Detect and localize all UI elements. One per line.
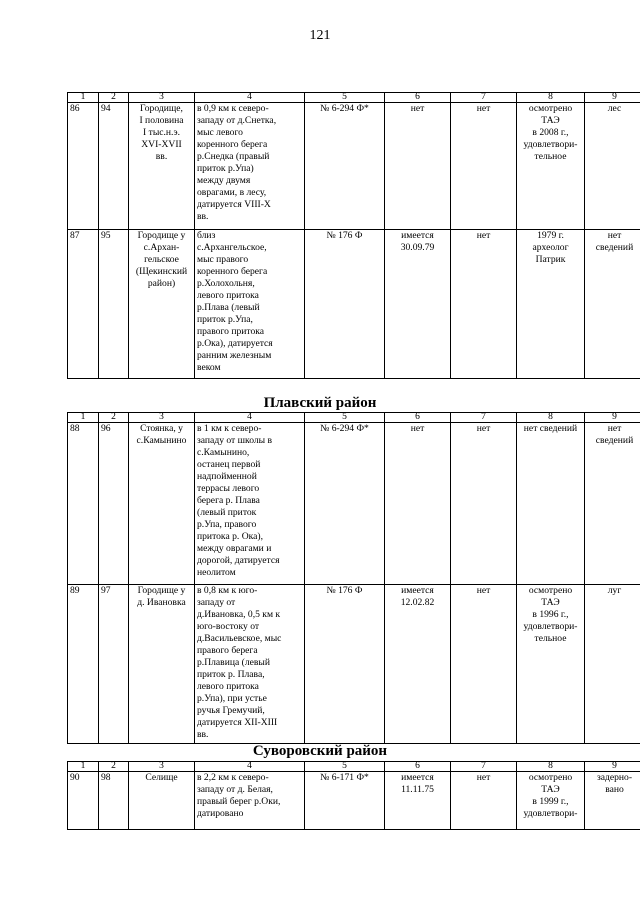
table-row bbox=[68, 423, 640, 585]
column-header: 9 bbox=[585, 413, 640, 423]
cell-number: 86 bbox=[68, 103, 99, 230]
column-header: 1 bbox=[68, 93, 99, 103]
column-header: 7 bbox=[451, 93, 517, 103]
cell-document: № 176 Ф bbox=[305, 585, 385, 744]
monuments-table-3 bbox=[67, 761, 640, 830]
cell-number: 87 bbox=[68, 230, 99, 379]
cell-monument-name: Городище у д. Ивановка bbox=[129, 585, 195, 744]
column-header-row bbox=[68, 762, 640, 772]
cell-number: 90 bbox=[68, 772, 99, 830]
cell-condition: нет сведений bbox=[517, 423, 585, 585]
cell-land-use: лес bbox=[585, 103, 640, 230]
column-header-row bbox=[68, 413, 640, 423]
cell-obligation: нет bbox=[451, 585, 517, 744]
table-row bbox=[68, 103, 640, 230]
cell-number: 89 bbox=[68, 585, 99, 744]
cell-monument-name: Городище, I половина I тыс.н.э. XVI-XVII вв. bbox=[129, 103, 195, 230]
column-header: 8 bbox=[517, 93, 585, 103]
column-header: 3 bbox=[129, 93, 195, 103]
column-header: 4 bbox=[195, 93, 305, 103]
cell-passport: имеется 30.09.79 bbox=[385, 230, 451, 379]
page-number: 121 bbox=[309, 28, 331, 43]
cell-reg-number: 97 bbox=[99, 585, 129, 744]
column-header: 5 bbox=[305, 413, 385, 423]
column-header: 5 bbox=[305, 762, 385, 772]
cell-monument-name: Селище bbox=[129, 772, 195, 830]
column-header: 3 bbox=[129, 762, 195, 772]
cell-reg-number: 95 bbox=[99, 230, 129, 379]
monuments-table-2 bbox=[67, 412, 640, 744]
cell-land-use: задерно- вано bbox=[585, 772, 640, 830]
cell-location: близ с.Архангельское, мыс правого коренного берега р.Холохольня, левого притока р.Плава (левый приток р.Упа, правого притока р.Ока), датируется ранним железным веком bbox=[195, 230, 305, 379]
column-header: 6 bbox=[385, 93, 451, 103]
column-header: 2 bbox=[99, 413, 129, 423]
cell-condition: осмотрено ТАЭ в 1996 г., удовлетвори- тельное bbox=[517, 585, 585, 744]
table-row bbox=[68, 772, 640, 830]
column-header: 9 bbox=[585, 93, 640, 103]
cell-location: в 0,8 км к юго- западу от д.Ивановка, 0,5 км к юго-востоку от д.Васильевское, мыс правого берега р.Плавица (левый приток р. Плава, левого притока р.Упа), при устье ручья Гремучий, датируется XII-XIII вв. bbox=[195, 585, 305, 744]
cell-condition: 1979 г. археолог Патрик bbox=[517, 230, 585, 379]
cell-location: в 1 км к северо- западу от школы в с.Камынино, останец первой надпойменной террасы левого берега р. Плава (левый приток р.Упа, правого притока р. Ока), между оврагами и дорогой, датируется неолитом bbox=[195, 423, 305, 585]
cell-passport: нет bbox=[385, 103, 451, 230]
column-header: 7 bbox=[451, 413, 517, 423]
column-header: 9 bbox=[585, 762, 640, 772]
column-header: 8 bbox=[517, 413, 585, 423]
section-title-plavsky: Плавский район bbox=[263, 395, 377, 411]
column-header: 4 bbox=[195, 762, 305, 772]
monuments-table-1 bbox=[67, 92, 640, 379]
cell-document: № 176 Ф bbox=[305, 230, 385, 379]
cell-location: в 2,2 км к северо- западу от д. Белая, правый берег р.Оки, датировано bbox=[195, 772, 305, 830]
cell-condition: осмотрено ТАЭ в 2008 г., удовлетвори- тельное bbox=[517, 103, 585, 230]
column-header: 7 bbox=[451, 762, 517, 772]
cell-document: № 6-294 Ф* bbox=[305, 423, 385, 585]
cell-document: № 6-294 Ф* bbox=[305, 103, 385, 230]
column-header: 1 bbox=[68, 413, 99, 423]
cell-reg-number: 98 bbox=[99, 772, 129, 830]
cell-passport: имеется 12.02.82 bbox=[385, 585, 451, 744]
column-header: 2 bbox=[99, 93, 129, 103]
column-header: 2 bbox=[99, 762, 129, 772]
cell-land-use: нет сведений bbox=[585, 423, 640, 585]
cell-number: 88 bbox=[68, 423, 99, 585]
column-header-row bbox=[68, 93, 640, 103]
column-header: 3 bbox=[129, 413, 195, 423]
cell-land-use: нет сведений bbox=[585, 230, 640, 379]
column-header: 6 bbox=[385, 413, 451, 423]
column-header: 6 bbox=[385, 762, 451, 772]
cell-condition: осмотрено ТАЭ в 1999 г., удовлетвори- bbox=[517, 772, 585, 830]
column-header: 8 bbox=[517, 762, 585, 772]
cell-reg-number: 96 bbox=[99, 423, 129, 585]
cell-document: № 6-171 Ф* bbox=[305, 772, 385, 830]
cell-reg-number: 94 bbox=[99, 103, 129, 230]
section-title-suvorovsky: Суворовский район bbox=[252, 743, 388, 759]
cell-passport: имеется 11.11.75 bbox=[385, 772, 451, 830]
cell-obligation: нет bbox=[451, 423, 517, 585]
cell-location: в 0,9 км к северо- западу от д.Снетка, мыс левого коренного берега р.Снедка (правый приток р.Упа) между двумя оврагами, в лесу, датируется VIII-X вв. bbox=[195, 103, 305, 230]
cell-monument-name: Стоянка, у с.Камынино bbox=[129, 423, 195, 585]
cell-obligation: нет bbox=[451, 772, 517, 830]
cell-passport: нет bbox=[385, 423, 451, 585]
column-header: 4 bbox=[195, 413, 305, 423]
cell-obligation: нет bbox=[451, 103, 517, 230]
table-row bbox=[68, 230, 640, 379]
cell-monument-name: Городище у с.Архан- гельское (Щекинский район) bbox=[129, 230, 195, 379]
column-header: 1 bbox=[68, 762, 99, 772]
table-row bbox=[68, 585, 640, 744]
cell-land-use: луг bbox=[585, 585, 640, 744]
cell-obligation: нет bbox=[451, 230, 517, 379]
column-header: 5 bbox=[305, 93, 385, 103]
